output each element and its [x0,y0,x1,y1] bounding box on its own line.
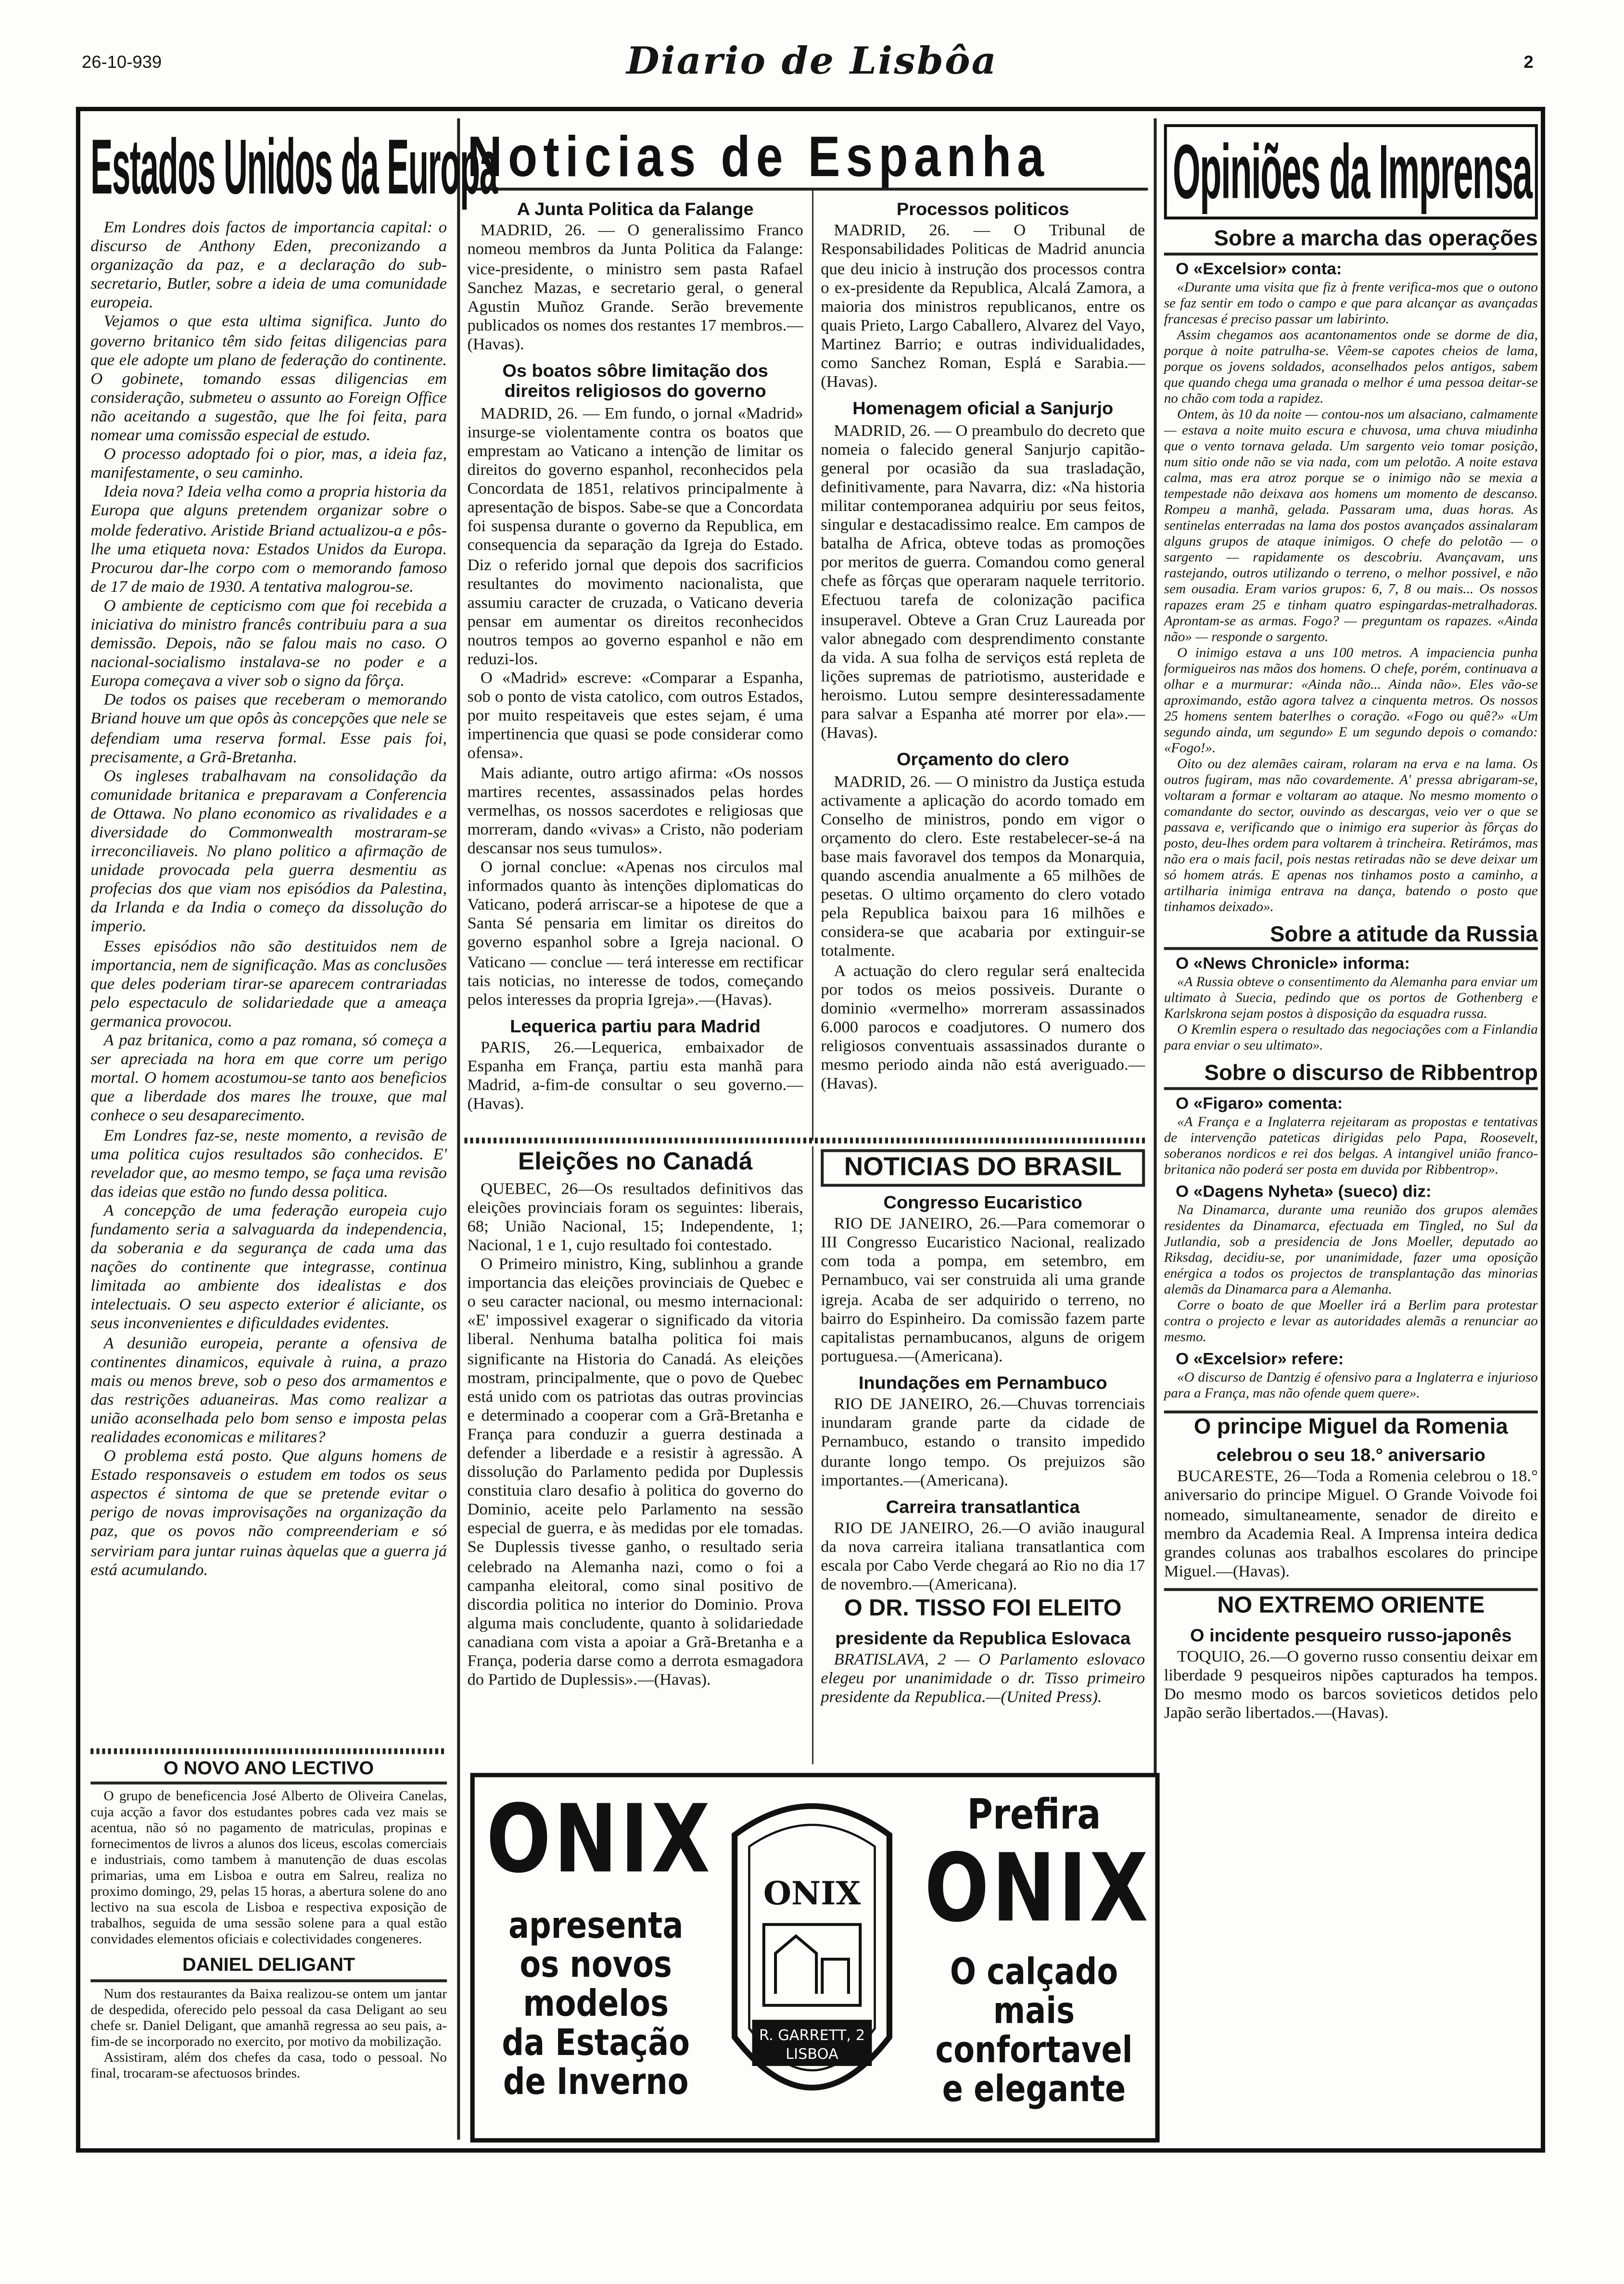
novo-ano-text: O grupo de beneficencia José Alberto de Oliveira Canelas, cuja acção a favor dos estudantes pobres cada vez mais se acentua, não só no pagamento de matriculas, propinas e fornecimentos de livros a alunos dos liceus, escolas comerciais e industriais, como tambem à manutenção de duas escolas primarias, uma em Lisboa e outra em Salreu, realiza no proximo domingo, 29, pelas 15 horas, a abertura solene do ano lectivo na sua escola de Lisboa e respectiva exposição de trabalhos, seguida de uma sessão solene para a qual estão convidades elementos oficiais e colectividades congeneres. [90,1789,447,1948]
operacoes-paragraph: «Durante uma visita que fiz à frente verifica-mos que o outono se faz sentir em todo o campo e que para alcançar as avançadas francesas é preciso passar um labirinto. [1164,279,1538,327]
ad-right-line: confortavel [935,2029,1133,2071]
deligant-headline: DANIEL DELIGANT [90,1955,447,1982]
processos-headline: Processos politicos [896,199,1069,220]
article-paragraph: Em Londres dois factos de importancia capital: o discurso de Anthony Eden, preconizando a organização da paz, e a declaração do sub-secretario, Butler, sobre a ideia de uma comunidade europeia. [90,219,447,313]
ad-left-line: de Inverno [503,2061,689,2103]
frame-right-rule [1541,107,1545,2153]
onix-advertisement [470,1773,1160,2143]
spain-right-subcolumn [821,193,1145,1135]
inundacoes-headline: Inundações em Pernambuco [858,1373,1107,1393]
brasil-article [821,1149,1145,1595]
russia-headline: Sobre a atitude da Russia [1164,923,1538,950]
ad-right-line: mais [993,1990,1075,2032]
falange-text: MADRID, 26. — O generalissimo Franco nomeou membros da Junta Politica da Falange: vice-presidente, o ministro sem pasta Rafael Sanchez Mazas, e secretario geral, o general Agustin Muñoz Grande. Serão brevemente publicados os nomes dos restantes 17 membros.—(Havas). [467,223,803,354]
brasil-headline: NOTICIAS DO BRASIL [821,1149,1145,1186]
tisso-headline: O DR. TISSO FOI ELEITO [844,1596,1122,1621]
tisso-article [821,1597,1145,1767]
operacoes-paragraph: Assim chegamos aos acantonamentos onde se dorme de dia, porque à noite patrulha-se. Vêem-se capotes cheios de lama, porque os jovens soldados, aconselhados pelos antigos, sabem que quando chega uma granada o melhor é uma pessoa deitar-se no chão com toda a rapidez. [1164,327,1538,407]
ad-left-panel [486,1777,713,2103]
logo-city-text: LISBOA [786,2046,838,2063]
ad-left-text [486,1907,705,2102]
logo-brand-text: ONIX [763,1875,861,1912]
ad-brand-right: ONIX [924,1836,1151,1944]
carreira-text: RIO DE JANEIRO, 26.—O avião inaugural da nova carreira italiana transatlantica com escala por Cabo Verde chegará ao Rio no dia 17 de novembro.—(Americana). [821,1520,1145,1595]
tisso-text: BRATISLAVA, 2 — O Parlamento eslovaco elegeu por unanimidade o dr. Tisso primeiro presidente da Republica.—(United Press). [821,1651,1145,1707]
opinioes-headline: Opiniões da Imprensa [1172,127,1532,216]
estados-unidos-headline: Estados Unidos da Europa [90,124,497,211]
article-paragraph: Em Londres faz-se, neste momento, a revisão de uma politica cujos resultados são conhecidos. E' revelador que, ao mesmo tempo, se faça uma revisão das ideias que estão no fundo dessa politica. [90,1126,447,1201]
orcamento-paragraph: A actuação do clero regular será enaltecida por todos os meios possiveis. Durante o dominio «vermelho» morreram assassinados 6.000 parocos e coadjutores. O numero dos religiosos conventuais assassinados durante o mesmo periodo ainda não está averiguado.—(Havas). [821,962,1145,1093]
oriente-headline: NO EXTREMO ORIENTE [1164,1588,1538,1619]
operacoes-paragraph: Ontem, às 10 da noite — contou-nos um alsaciano, calmamente — estava a noite muito escura e chuvosa, uma chuva miudinha que o vento tornava gelada. Um sargento veio tomar posição, num sitio onde não se via nada, com um pelotão. A noite estava calma, mas era atroz porque se o inimigo não se mexia a tempestade não deixava aos homens um momento de descanso. Rompeu a manhã, gelada. Passaram uma, duas horas. As sentinelas enterradas na lama dos postos avançados assinalaram alguns grupos de ataque inimigos. O chefe do pelotão — o sargento — rapidamente os descobriu. Avançavam, uns rastejando, outros utilizando o terreno, o melhor possivel, e não sem ousadia. Eram varios grupos: 6, 7, 8 ou mais... Os nossos rapazes eram 25 e tinham quatro espingardas-metralhadoras. Aprontam-se as armas. Fogo? — preguntam os rapazes. «Ainda não» — responde o sargento. [1164,406,1538,645]
right-column [1164,124,1538,2143]
lequerica-text: PARIS, 26.—Lequerica, embaixador de Espanha em França, partiu esta manhã para Madrid, a-fim-de consultar o seu governo.—(Havas). [467,1039,803,1114]
ad-left-line: os novos [520,1944,672,1986]
ribbentrop-headline: Sobre o discurso de Ribbentrop [1164,1062,1538,1089]
orcamento-paragraph: MADRID, 26. — O ministro da Justiça estuda activamente a aplicação do acordo tomado em Conselho de ministros, pondo em vigor o orçamento do clero. Este restabelecer-se-á na base mais favoravel dos tempos da Monarquia, quando ascendia anualmente a 65 milhões de pesetas. O ultimo orçamento do clero votado pela Republica baixou para 16 milhões e considera-se que acabaria por extinguir-se totalmente. [821,773,1145,961]
processos-text: MADRID, 26. — O Tribunal de Responsabilidades Politicas de Madrid anuncia que deu inicio à instrução dos processos contra o ex-presidente da Republica, Alcalá Zamora, a maioria dos ministros republicanos, entre os quais Prieto, Largo Caballero, Alvarez del Vayo, Martinez Barrio; e outras individualidades, como Sanchez Roman, Esplá e Sarabia.—(Havas). [821,223,1145,392]
ad-left-line: modelos [523,1983,669,2025]
eucaristico-headline: Congresso Eucaristico [883,1192,1082,1212]
left-separator [90,1748,447,1754]
newspaper-title: Diario de Lisbôa [626,40,998,84]
boatos-paragraph: O jornal conclue: «Apenas nos circulos mal informados quanto às intenções diplomaticas do Vaticano, poderá arriscar-se a hipotese de que a Santa Sé pensaria em limitar os direitos do governo espanhol sobre a Igreja nacional. O Vaticano — conclue — terá interesse em rectificar tais noticias, no interesse de todos, começando pelos interesses da propria Igreja».—(Havas). [467,859,803,1009]
operacoes-paragraph: O inimigo estava a uns 100 metros. A impaciencia punha formigueiros nas mãos dos homens. O chefe, porém, continuava a olhar e a murmurar: «Ainda não... Ainda não». Eles vão-se aproximando, estão agora talvez a cinquenta metros. Os nossos 25 homens sentem baterlhes o coração. «Fogo ou quê?» «Um segundo ainda, um segundo» E um segundo depois o comando: «Fogo!». [1164,644,1538,756]
spain-subcolumn-divider [812,188,813,1140]
deligant-paragraph: Num dos restaurantes da Baixa realizou-se ontem um jantar de despedida, oferecido pelo pessoal da casa Deligant ao seu chefe sr. Daniel Deligant, que amanhã regressa ao seu pais, a-fim-de se incorporado no exercito, por motivo da mobilização. [90,1986,447,2050]
page-number: 2 [1523,52,1534,73]
news-chronicle-source: O «News Chronicle» informa: [1175,956,1410,973]
spain-left-subcolumn [468,193,803,1135]
canada-paragraph: O Primeiro ministro, King, sublinhou a grande importancia das eleições provinciais de Quebec e o seu caracter nacional, ou mesmo internacional: «E' impossivel exagerar o significado da vitoria liberal. Nenhuma batalha politica foi mais significante na Historia do Canadá. As eleições mostram, principalmente, que o povo de Quebec está unido com os patriotas das outras provincias e determinado a cooperar com a Grã-Bretanha e França para conduzir a guerra destinada a defender a liberdade e a resistir à agressão. A dissolução do Parlamento pedida por Duplessis constituia claro desafio à politica do governo do Dominio, aceite pelo Parlamento na sessão especial de guerra, e às medidas por ele tomadas. Se Duplessis tivesse ganho, o resultado seria celebrado na Alemanha nazi, como o foi a campanha eleitoral, como sinal positivo de discordia politica no interior do Dominio. Prova alguma mais concludente, quanto à solidariedade canadiana com vista a apoiar a Grã-Bretanha e a França, poderia darse como a derrota esmagadora do Partido de Duplessis».—(Havas). [467,1256,803,1690]
frame-left-rule [76,107,80,2153]
tisso-subheadline: presidente da Republica Eslovaca [835,1628,1131,1648]
romenia-headline: O principe Miguel da Romenia [1164,1410,1538,1440]
figaro-paragraph: «A França e a Inglaterra rejeitaram as propostas e tentativas de intervenção pateticas dirigidas pelo Papa, Roosevelt, soberanos nordicos e rei dos belgas. A intangivel união franco-britanica não poderá ser posta em duvida por Ribbentrop». [1164,1113,1538,1177]
russia-paragraph: «A Russia obteve o consentimento da Alemanha para enviar um ultimato à Suecia, pedindo que os portos de Gothenberg e Karlskrona sejam postos à disposição da esquadra russa. [1164,974,1538,1022]
ad-right-line: e elegante [942,2068,1126,2110]
orcamento-headline: Orçamento do clero [896,749,1069,770]
canada-brasil-divider [812,1146,813,1764]
ad-right-text [925,1953,1143,2109]
dagens-paragraph: Na Dinamarca, durante uma reunião dos grupos alemães residentes da Dinamarca, efectuada em Tingled, no Sul da Jutlandia, sob a presidencia de Jons Moeller, deputado ao Riksdag, decidiu-se, por unanimidade, fazer uma oposição enérgica a todos os projectos de transplantação das minorias alemãs da Dinamarca para a Alemanha. [1164,1201,1538,1298]
romenia-text: BUCARESTE, 26—Toda a Romenia celebrou o 18.° aniversario do principe Miguel. O Grande Voivode foi nomeado, simultaneamente, senador de direito e membro da Academia Real. A Imprensa inteira dedica grandes colunas aos trabalhos escolares do principe Miguel.—(Havas). [1164,1468,1538,1581]
novo-ano-headline: O NOVO ANO LECTIVO [90,1759,447,1785]
figaro-source: O «Figaro» comenta: [1175,1095,1343,1112]
spain-headline-wrap [468,124,1142,188]
boatos-paragraph: Mais adiante, outro artigo afirma: «Os nossos martires recentes, assassinados pelas hordes vermelhas, os nossos sacerdotes e religiosas que morreram, dando «vivas» a Cristo, não poderiam descansar nos seus tumulos». [467,765,803,858]
ad-brand-left: ONIX [486,1786,713,1895]
ad-prefira: Prefira [967,1790,1101,1839]
column-divider-left [457,118,460,2140]
frame-top-rule [76,107,1545,111]
masthead [0,35,1624,92]
article-paragraph: Ideia nova? Ideia velha como a propria historia da Europa que alguns pretendem organizar sobre o molde federativo. Aristide Briand actualizou-a e pôs-lhe uma etiqueta nova: Estados Unidos da Europa. Procurou dar-lhe corpo com o memorando famoso de 17 de maio de 1930. A tentativa malogrou-se. [90,484,447,596]
carreira-headline: Carreira transatlantica [886,1496,1080,1517]
left-bottom-block [90,1759,447,2137]
onix-shield-logo-icon [720,1792,904,2118]
operacoes-paragraph: Oito ou dez alemães cairam, rolaram na erva e na lama. Os outros fugiram, mas não covardemente. A' pressa abrigaram-se, voltaram a formar e voltaram ao ataque. No mesmo momento o comandante do sector, ouvindo as descargas, veio ver o que se passava e, verificando que o inimigo era superior às fôrças do posto, deu-lhes ordem para voltarem à trincheira. Retirámos, mas não era o mais facil, pois nestas retiradas não se deve deixar um só homem atrás. E apenas nos tinhamos posto a caminho, a artilharia inimiga entrava na dança, batendo o posto que tinhamos deixado». [1164,755,1538,915]
article-paragraph: A concepção de uma federação europeia cujo fundamento seria a salvaguarda da independencia, da soberania e da segurança de cada uma das nações do continente que integrasse, continua limitada ao ambiente dos idealistas e dos intelectuais. O seu aspecto exterior é aliciante, os seus inconvenientes e dificuldades evidentes. [90,1202,447,1333]
romenia-subheadline: celebrou o seu 18.° aniversario [1216,1445,1485,1466]
article-paragraph: A paz britanica, como a paz romana, só começa a ser apreciada na hora em que corre um perigo mortal. O homem acostumou-se tanto aos beneficios que a liberdade dos mares lhe trouxe, que mal conhece o seu desaparecimento. [90,1032,447,1125]
boatos-paragraph: MADRID, 26. — Em fundo, o jornal «Madrid» insurge-se violentamente contra os boatos que emprestam ao Vaticano a intenção de limitar os direitos do governo espanhol, reconhecidos pela Concordata de 1851, relativos principalmente à apresentação de bispos. Sabe-se que a Concordata foi suspensa durante o governo da Republica, em consequencia da separação da Igreja do Estado. Diz o referido jornal que depois dos sacrificios resultantes do movimento nacionalista, que assumiu caracter de cruzada, o Vaticano deveria pensar em aumentar os direitos reconhecidos noutros tempos ao governo espanhol e não em reduzi-los. [467,405,803,669]
estados-unidos-article [90,219,447,1581]
oriente-text: TOQUIO, 26.—O governo russo consentiu deixar em liberdade 9 pesqueiros nipões capturados ha tempos. Do mesmo modo os barcos sovieticos detidos pelo Japão serão libertados.—(Havas). [1164,1648,1538,1723]
article-paragraph: O processo adoptado foi o pior, mas, a ideia faz, manifestamente, o seu caminho. [90,446,447,483]
estados-unidos-headline-wrap [90,124,497,211]
canada-article [468,1149,803,1767]
article-paragraph: De todos os paises que receberam o memorando Briand houve um que opôs às concepções que nele se defendiam uma reserva formal. Esse pais foi, precisamente, a Grã-Bretanha. [90,692,447,766]
inundacoes-text: RIO DE JANEIRO, 26.—Chuvas torrenciais inundaram grande parte da cidade de Pernambuco, estando o transito impedido durante longo tempo. Os prejuizos são importantes.—(Americana). [821,1396,1145,1490]
oriente-subheadline: O incidente pesqueiro russo-japonês [1190,1625,1512,1646]
eucaristico-text: RIO DE JANEIRO, 26.—Para comemorar o III Congresso Eucaristico Nacional, realizado com toda a pompa, em setembro, em Pernambuco, vai ser construida ali uma grande igreja. Acaba de ser adquirido o terreno, no bairro do Espinheiro. Da comissão fazem parte capitalistas pernambucanos, alguns de origem portuguesa.—(Americana). [821,1216,1145,1366]
sanjurjo-text: MADRID, 26. — O preambulo do decreto que nomeia o falecido general Sanjurjo capitão-general por ocasião da sua trasladação, definitivamente, para Navarra, diz: «Na historia militar contemporanea adquiriu por seus feitos, singular e destacadissimo realce. Em campos de batalha de Africa, obteve todas as promoções por meritos de guerra. Comandou como general chefe as fôrças que operaram naquele territorio. Efectuou tarefa de colonização pacifica insuperavel. Obteve a Gran Cruz Laureada por valor abnegado com desprendimento constante da vida. A sua folha de serviços está repleta de lições supremas de patriotismo, austeridade e heroismo. Lutou sempre desinteressadamente para salvar a Espanha até morrer por ela».—(Havas). [821,422,1145,742]
article-paragraph: Os ingleses trabalhavam na consolidação da comunidade britanica e preparavam a Conferencia de Ottawa. No plano economico as rivalidades e a diversidade do Commonwealth mostraram-se irreconciliaveis. No plano politico a afirmação de unidade provocada pela guerra desmentiu as profecias dos que viam nos episódios da Palestina, da Irlanda e da India o começo da dissolução do imperio. [90,767,447,936]
dagens-paragraph: Corre o boato de que Moeller irá a Berlim para protestar contra o projecto e levar as autoridades alemãs a renunciar ao mesmo. [1164,1297,1538,1345]
ad-right-line: O calçado [950,1951,1118,1993]
falange-headline: A Junta Politica da Falange [517,199,754,220]
canada-paragraph: QUEBEC, 26—Os resultados definitivos das eleições provinciais foram os seguintes: liberais, 68; União Nacional, 15; Independente, 1; Nacional, 1 e 1, cujo resultado foi contestado. [467,1180,803,1255]
opinioes-headline-wrap [1164,124,1538,219]
logo-address-text: R. GARRETT, 2 [759,2027,865,2044]
article-paragraph: Esses episódios não são destituidos nem de importancia, nem de significação. Mas as conclusões que deles poderiam tirar-se aparecem contrariadas pelo espectaculo de solidariedade que a ameaça germanica provocou. [90,938,447,1031]
canada-headline: Eleições no Canadá [518,1148,753,1175]
boatos-paragraph: O «Madrid» escreve: «Comparar a Espanha, sob o ponto de vista catolico, com outros Estados, por muito respeitaveis que estes sejam, é uma impertinencia que quasi se pode considerar como ofensa». [467,670,803,763]
ad-left-line: apresenta [508,1905,684,1947]
lequerica-headline: Lequerica partiu para Madrid [510,1016,761,1036]
excelsior-refere-paragraph: «O discurso de Dantzig é ofensivo para a Inglaterra e injurioso para a França, mas não ofende quem quere». [1164,1369,1538,1402]
boatos-headline: Os boatos sôbre limitação dos direitos religiosos do governo [502,361,768,402]
sanjurjo-headline: Homenagem oficial a Sanjurjo [852,398,1114,419]
operacoes-headline: Sobre a marcha das operações [1164,228,1538,255]
spain-bottom-rule [464,1137,1148,1143]
article-paragraph: A desunião europeia, perante a ofensiva de continentes dinamicos, equivale à ruina, a prazo mais ou menos breve, sob o peso dos armamentos e das restrições aduaneiras. Mas como realizar a união aconselhada pelo bom senso e imposta pelas realidades economicas e militares? [90,1335,447,1447]
frame-bottom-rule [76,2148,1545,2153]
dagens-nyheta-source: O «Dagens Nyheta» (sueco) diz: [1175,1183,1432,1200]
excelsior-source: O «Excelsior» conta: [1175,260,1342,278]
ad-right-panel [924,1777,1151,2110]
deligant-paragraph: Assistiram, além dos chefes da casa, todo o pessoal. No final, trocaram-se afectuosos brindes. [90,2049,447,2081]
spain-headline: Noticias de Espanha [467,124,1050,189]
article-paragraph: O ambiente de cepticismo com que foi recebida a iniciativa do ministro francês contribuiu para a sua demissão. Depois, não se falou mais no caso. O nacional-socialismo instalava-se no poder e a Europa começava a viver sob o signo da fôrça. [90,597,447,691]
issue-date: 26-10-939 [82,52,162,73]
excelsior-refere-source: O «Excelsior» refere: [1175,1351,1344,1368]
article-paragraph: O problema está posto. Que alguns homens de Estado responsaveis o estudem em todos os seus aspectos é sintoma de que se pretende evitar o perigo de novas improvisações na organização da paz, que os povos não compreenderiam e só serviriam para juntar ruinas àquelas que a guerra já está acumulando. [90,1448,447,1579]
ad-left-line: da Estação [502,2022,690,2064]
russia-paragraph: O Kremlin espera o resultado das negociações com a Finlandia para enviar o seu ultimato». [1164,1022,1538,1054]
article-paragraph: Vejamos o que esta ultima significa. Junto do governo britanico têm sido feitas diligencias para que ele adopte um plano de federação do continente. O gobinete, tomando essas diligencias em consideração, submeteu o assunto ao Foreign Office não aceitando a sugestão, que lhe foi feita, para nomear uma comissão especial de estudo. [90,314,447,445]
